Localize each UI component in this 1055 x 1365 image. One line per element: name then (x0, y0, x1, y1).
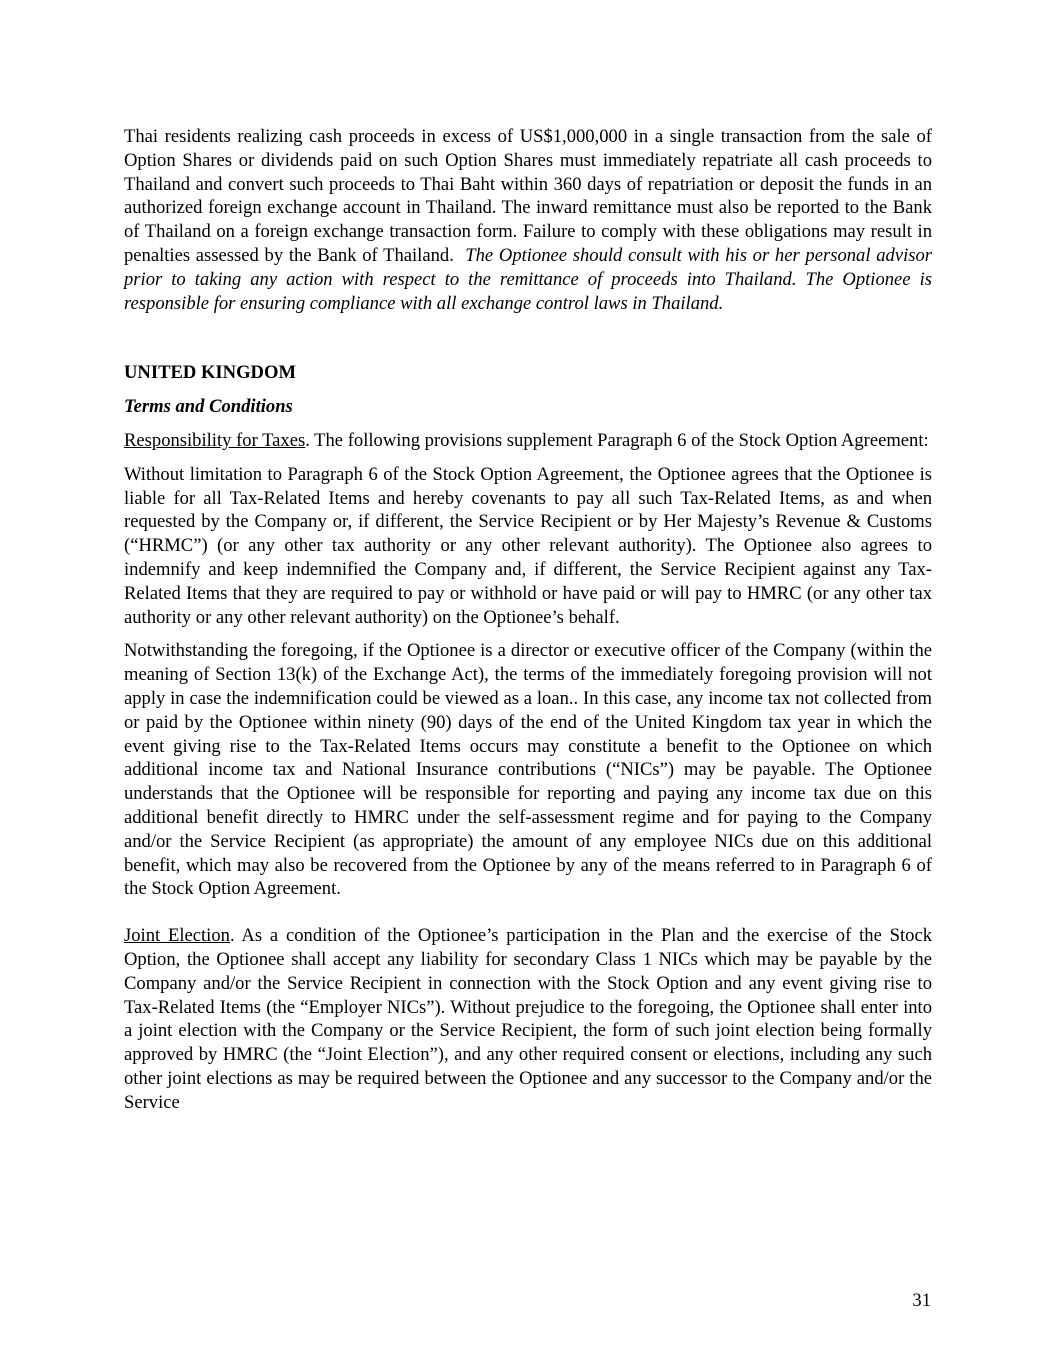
without-limitation-paragraph: Without limitation to Paragraph 6 of the Stock Option Agreement, the Optionee agrees that the Optionee is liable for all Tax-Related Items and hereby covenants to pay all such Tax-Related Items, as and when requested by the Company or, if different, the Service Recipient or by Her Majesty’s Revenue & Customs (“HRMC”) (or any other tax authority or any other relevant authority). The Optionee also agrees to indemnify and keep indemnified the Company and, if different, the Service Recipient against any Tax-Related Items that they are required to pay or withhold or have paid or will pay to HMRC (or any other tax authority or any other relevant authority) on the Optionee’s behalf. (124, 463, 932, 628)
subheading-terms: Terms and Conditions (124, 396, 293, 418)
responsibility-paragraph (124, 429, 932, 453)
section-spacer (124, 315, 932, 361)
responsibility-title: Responsibility for Taxes (124, 429, 306, 451)
thailand-paragraph (124, 125, 932, 315)
document-body (124, 125, 932, 1114)
page-number: 31 (912, 1290, 931, 1311)
responsibility-text: . The following provisions supplement Paragraph 6 of the Stock Option Agreement: (305, 429, 929, 451)
joint-election-paragraph (124, 924, 932, 1114)
joint-election-title: Joint Election (124, 925, 230, 947)
section-heading-uk: UNITED KINGDOM (124, 362, 297, 384)
notwithstanding-paragraph: Notwithstanding the foregoing, if the Optionee is a director or executive officer of the Company (within the meaning of Section 13(k) of the Exchange Act), the terms of the immediately foregoing provision will not apply in case the indemnification could be viewed as a loan.. In this case, any income tax not collected from or paid by the Optionee within ninety (90) days of the end of the United Kingdom tax year in which the event giving rise to the Tax-Related Items occurs may constitute a benefit to the Optionee on which additional income tax and National Insurance contributions (“NICs”) may be payable. The Optionee understands that the Optionee will be responsible for reporting and paying any income tax due on this additional benefit directly to HMRC under the self-assessment regime and for paying to the Company and/or the Service Recipient (as appropriate) the amount of any employee NICs due on this additional benefit, which may also be recovered from the Optionee by any of the means referred to in Paragraph 6 of the Stock Option Agreement. (124, 640, 932, 900)
thailand-text: Thai residents realizing cash proceeds in excess of US$1,000,000 in a single transaction from the sale of Option Shares or dividends paid on such Option Shares must immediately repatriate all cash proceeds to Thailand and convert such proceeds to Thai Baht within 360 days of repatriation or deposit the funds in an authorized foreign exchange account in Thailand. The inward remittance must also be reported to the Bank of Thailand on a foreign exchange transaction form. Failure to comply with these obligations may result in penalties assessed by the Bank of Thailand. (124, 126, 932, 266)
thailand-italic-text: The Optionee should consult with his or her personal advisor prior to taking any action with respect to the remittance of proceeds into Thailand. The Optionee is responsible for ensuring compliance with all exchange control laws in Thailand. (124, 244, 933, 314)
joint-election-text: . As a condition of the Optionee’s participation in the Plan and the exercise of the Stock Option, the Optionee shall accept any liability for secondary Class 1 NICs which may be payable by the Company and/or the Service Recipient in connection with the Stock Option and any event giving rise to Tax-Related Items (the “Employer NICs”). Without prejudice to the foregoing, the Optionee shall enter into a joint election with the Company or the Service Recipient, the form of such joint election being formally approved by HMRC (the “Joint Election”), and any other required consent or elections, including any such other joint elections as may be required between the Optionee and any successor to the Company and/or the Service (124, 925, 932, 1113)
